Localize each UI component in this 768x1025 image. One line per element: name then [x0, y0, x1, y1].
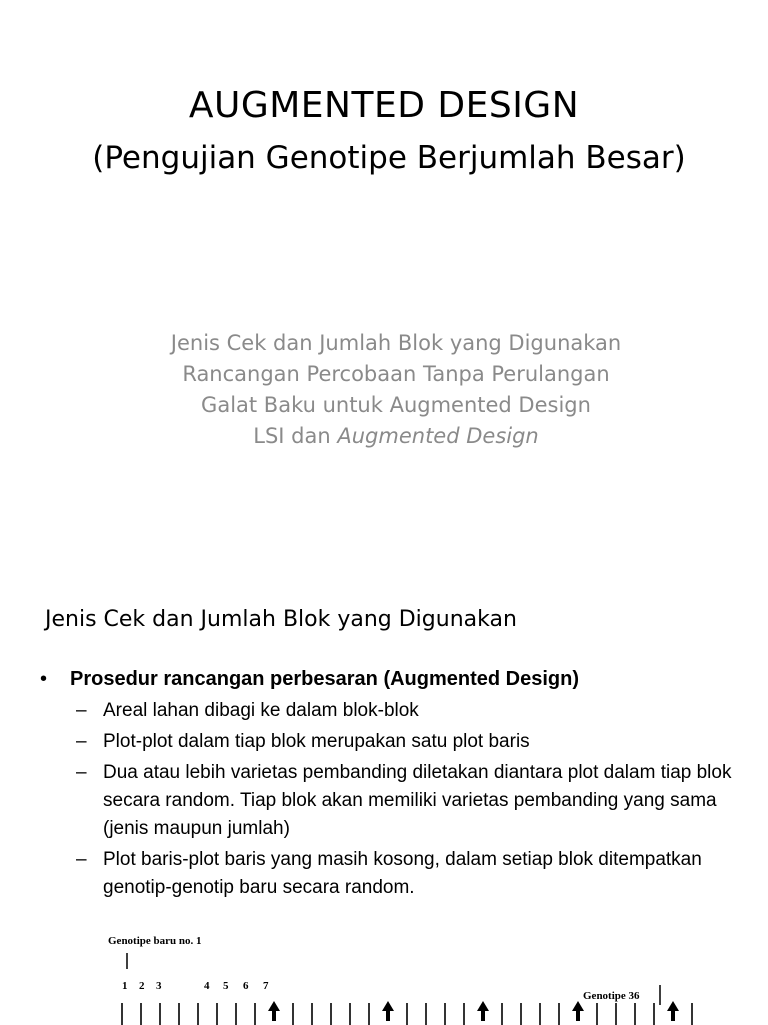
slide-2	[0, 590, 768, 1024]
dash-icon: –	[76, 700, 87, 721]
figure-label-top: Genotipe baru no. 1	[108, 935, 202, 947]
sub-bullet-list	[40, 697, 740, 902]
figure-number: 3	[156, 980, 162, 992]
toc-item	[0, 421, 768, 452]
toc-item-prefix: LSI dan	[253, 424, 331, 448]
field-layout-figure	[100, 935, 700, 1025]
toc-item: Rancangan Percobaan Tanpa Perulangan	[182, 362, 610, 386]
bullet-main	[40, 665, 740, 693]
toc-item: Galat Baku untuk Augmented Design	[201, 393, 591, 417]
dash-icon: –	[76, 731, 87, 752]
figure-number: 7	[263, 980, 269, 992]
sub-bullet-text: Plot baris-plot baris yang masih kosong, dalam setiap blok ditempatkan genotip-genotip baru secara random.	[103, 849, 702, 898]
section-title: Jenis Cek dan Jumlah Blok yang Digunakan	[45, 607, 517, 632]
figure-number: 5	[223, 980, 229, 992]
check-variety-arrow	[268, 1001, 280, 1021]
bullet-list	[40, 665, 740, 905]
check-variety-arrow	[382, 1001, 394, 1021]
sub-bullet-item	[40, 846, 740, 902]
sub-bullet-text: Dua atau lebih varietas pembanding diletakan diantara plot dalam tiap blok secara random. Tiap blok akan memiliki varietas pembanding yang sama (jenis maupun jumlah)	[103, 762, 732, 839]
figure-number: 2	[139, 980, 145, 992]
figure-number: 1	[122, 980, 128, 992]
figure-label-right: Genotipe 36	[583, 990, 640, 1002]
table-of-contents	[0, 328, 768, 452]
bullet-main-text: Prosedur rancangan perbesaran (Augmented Design)	[70, 668, 580, 690]
dash-icon: –	[76, 762, 87, 783]
figure-number: 6	[243, 980, 249, 992]
sub-bullet-item	[40, 759, 740, 843]
dash-icon: –	[76, 849, 87, 870]
figure-number: 4	[204, 980, 210, 992]
slide-title: AUGMENTED DESIGN	[188, 85, 580, 126]
check-variety-arrow	[572, 1001, 584, 1021]
sub-bullet-text: Areal lahan dibagi ke dalam blok-blok	[103, 700, 419, 721]
sub-bullet-text: Plot-plot dalam tiap blok merupakan satu plot baris	[103, 731, 530, 752]
slide-subtitle: (Pengujian Genotipe Berjumlah Besar)	[92, 140, 686, 176]
toc-item: Jenis Cek dan Jumlah Blok yang Digunakan	[170, 331, 622, 355]
check-variety-arrow	[477, 1001, 489, 1021]
sub-bullet-item	[40, 728, 740, 756]
plot-row-diagram	[100, 935, 700, 1025]
bullet-dot-icon: •	[40, 668, 48, 690]
sub-bullet-item	[40, 697, 740, 725]
toc-item-emphasis: Augmented Design	[337, 424, 539, 448]
check-variety-arrow	[667, 1001, 679, 1021]
plot-rows	[122, 1001, 692, 1025]
